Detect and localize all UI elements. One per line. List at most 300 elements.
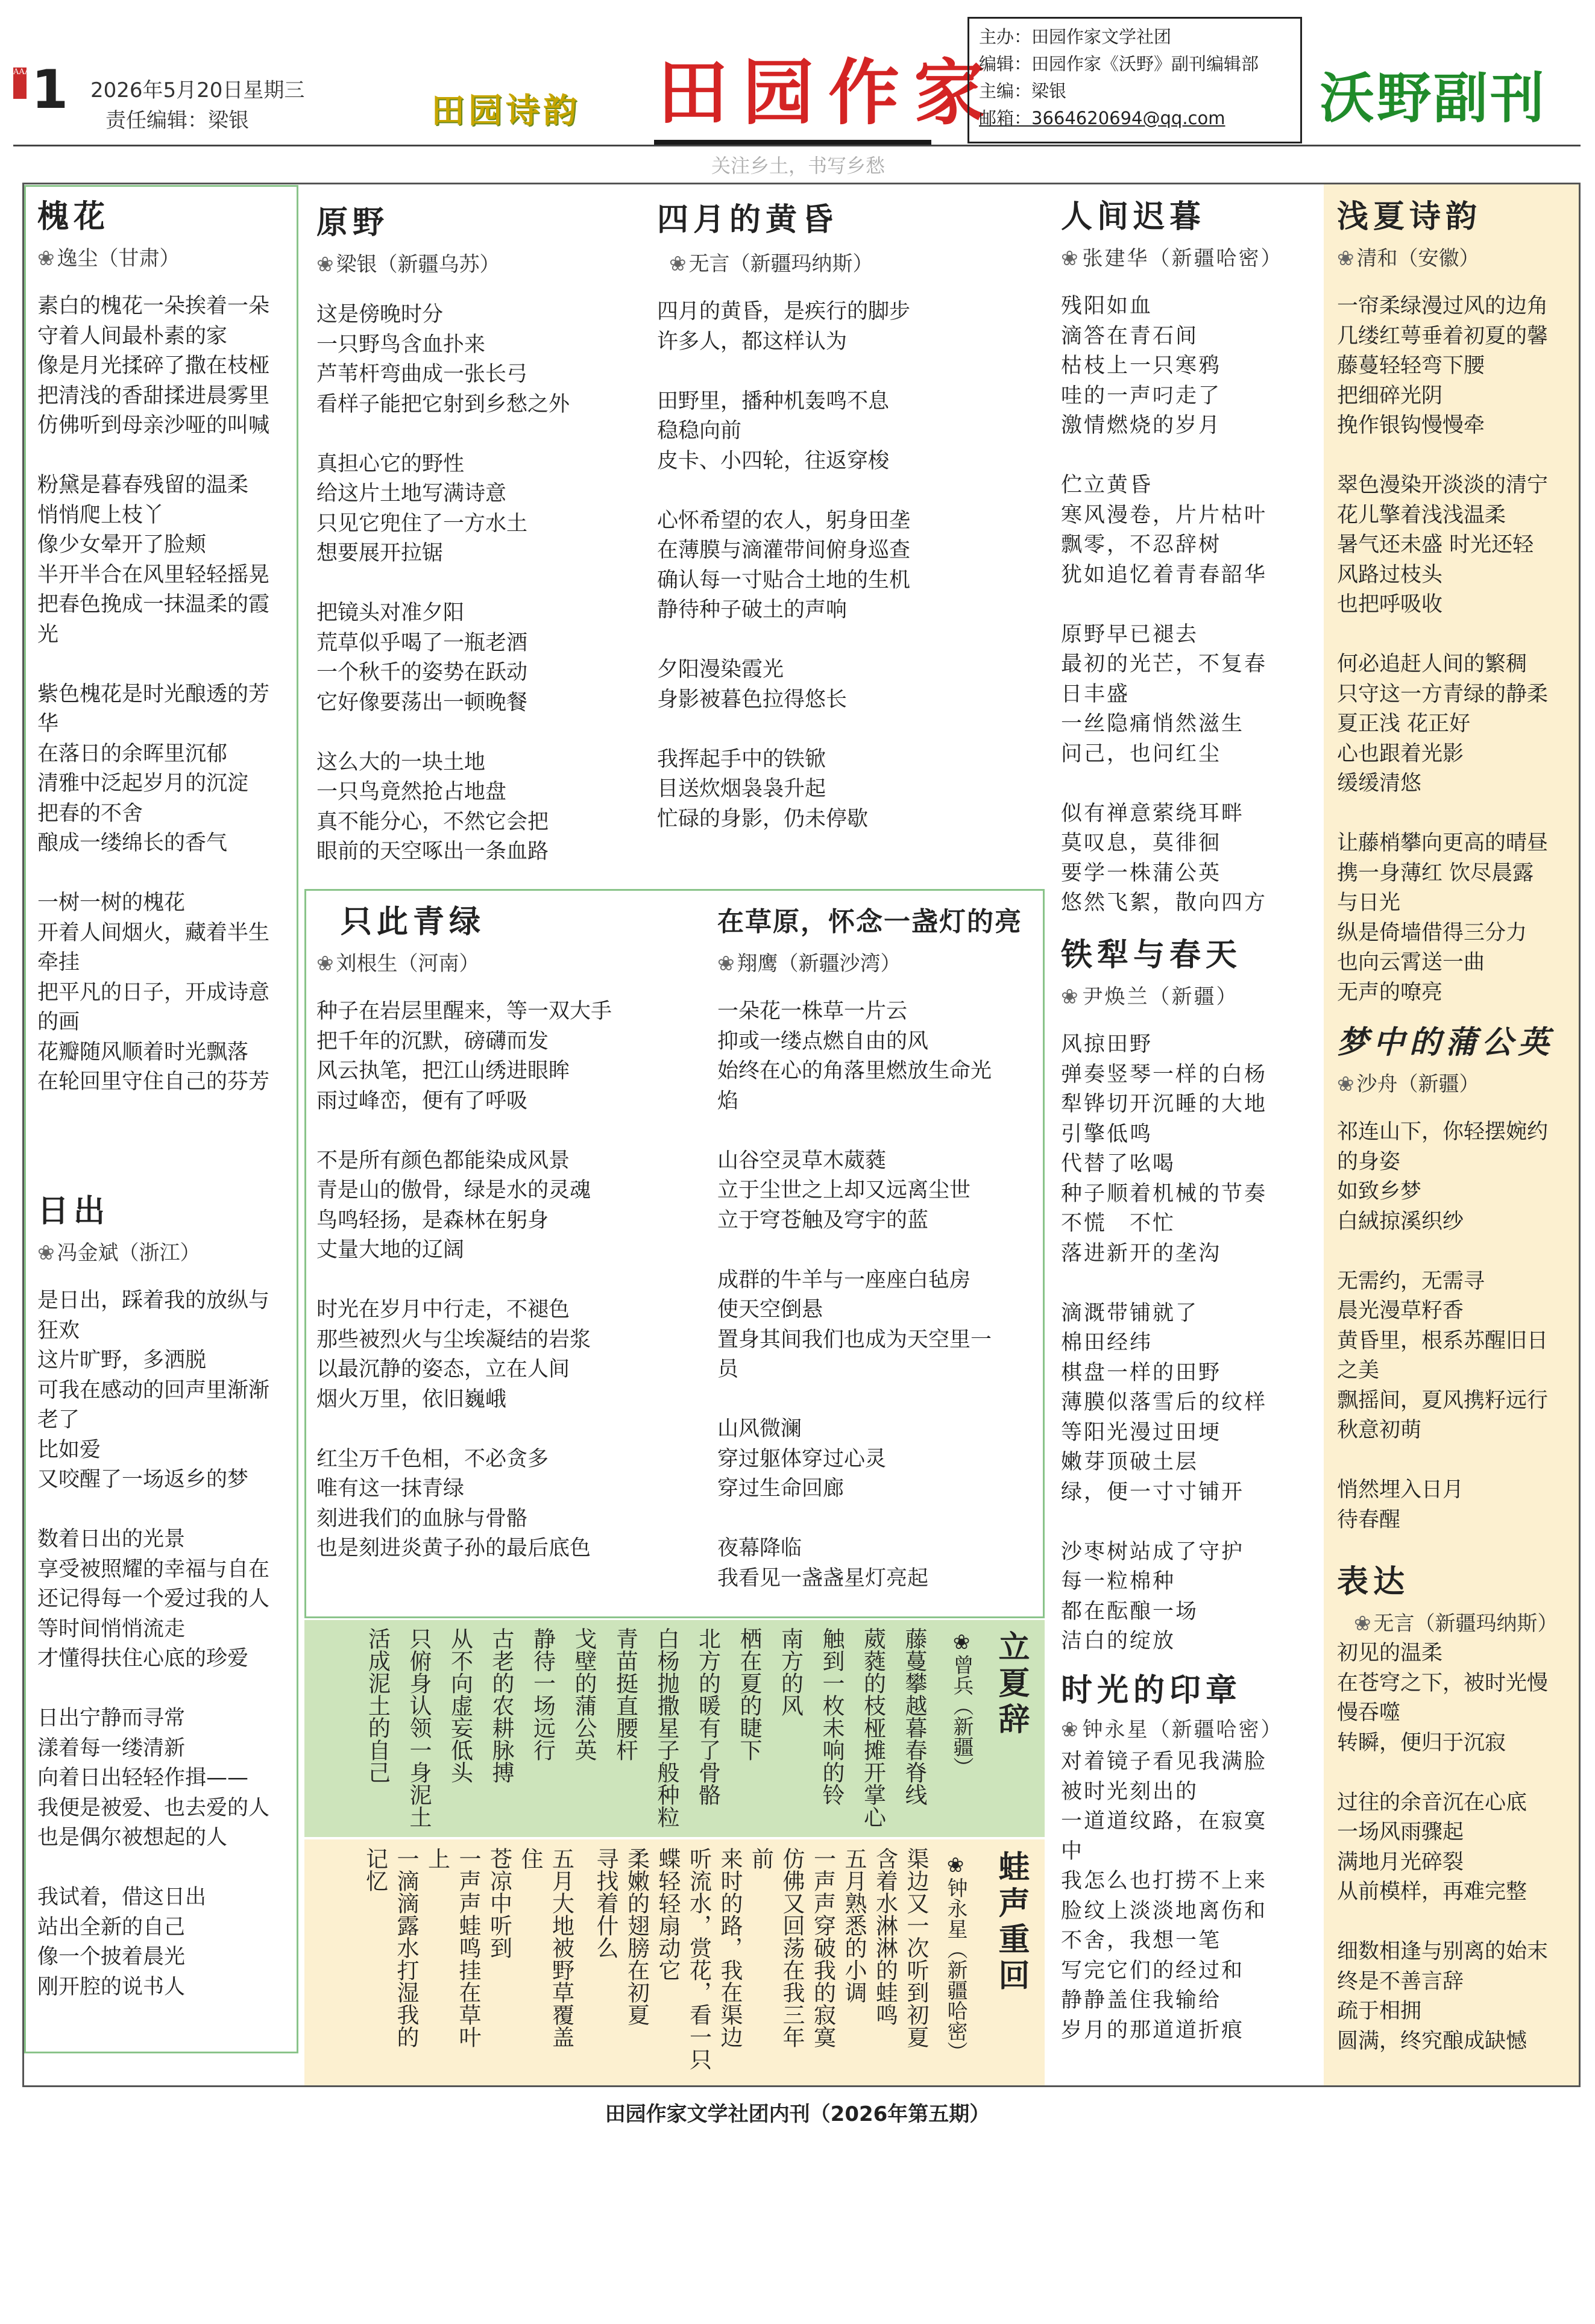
poem-line: 才懂得扶住心底的珍爱 [37,1647,249,1671]
poem-line: 一声声穿破我的寂寞 [810,1847,836,2048]
poem-line: 都在酝酿一场 [1061,1599,1199,1624]
poem-body [1061,1030,1320,1657]
poem-line: 满地月光碎裂 [1337,1850,1464,1874]
poem-line: 薄膜似落雪后的纹样 [1061,1390,1268,1415]
poem-line [316,1116,690,1146]
poem-body [657,297,1055,834]
poem-line: 开着人间烟火，藏着半生 [37,920,270,945]
poem-yuanye [316,205,630,867]
poem-line: 落进新开的垄沟 [1061,1241,1222,1266]
poem-line: 悠然飞絮，散向四方 [1061,891,1268,915]
flower-icon: ❀ [943,1853,967,1877]
poem-line: 风掠田野 [1061,1032,1153,1057]
poem-author: ❀ 冯金斌（浙江） [37,1241,201,1265]
poem-line: 红尘万千色相，不必贪多 [316,1446,549,1471]
poem-line: 静静盖住我输给 [1061,1988,1222,2012]
poem-line: 种子在岩层里醒来，等一双大手 [316,999,612,1023]
poem-line: 犹如追忆着青春韶华 [1061,562,1268,587]
poem-line: 弹奏竖琴一样的白杨 [1061,1062,1268,1087]
poem-line: 一树一树的槐花 [37,891,186,915]
flower-icon: ❀ [1354,1612,1371,1636]
poem-line [1061,1507,1320,1537]
poem-renjian [1061,199,1320,919]
poem-line: 只见它兜住了一方水土 [316,511,528,536]
poem-line: 仿佛又回荡在我三年 [779,1847,805,2048]
poem-line: 转瞬，便归于沉寂 [1337,1730,1506,1755]
flower-icon: ❀ [1061,985,1080,1009]
poem-line: 与日光 [1337,891,1401,915]
poem-line [657,476,1055,506]
issue-date: 2026年5月20日星期三 [90,78,305,102]
poem-biaoda [1337,1564,1578,2056]
poem-line: 在薄膜与滴灌带间俯身巡查 [657,538,911,562]
poem-line [37,650,297,680]
poem-line: 穿过躯体穿过心灵 [717,1446,887,1471]
poem-line: 我怎么也打捞不上来 [1061,1869,1268,1893]
poem-line: 花儿擎着浅浅温柔 [1337,503,1506,527]
poem-line: 把春的不舍 [37,801,143,826]
poem-line: 稳稳向前 [657,419,742,443]
flower-icon: ❀ [949,1630,974,1654]
poem-line [1061,590,1320,620]
poem-line: 滴溉带铺就了 [1061,1301,1199,1325]
poem-line: 触到一枚未响的铃 [819,1627,845,1806]
poem-title: 铁犁与春天 [1061,937,1242,973]
poem-line: 雨过峰峦，便有了呼吸 [316,1088,528,1113]
poem-line: 鸟鸣轻扬，是森林在躬身 [316,1208,549,1233]
footer-text: 田园作家文学社团内刊（2026年第五期） [605,2102,990,2126]
poem-line: 过往的余音沉在心底 [1337,1790,1527,1815]
poem-line: 日出宁静而寻常 [37,1706,186,1730]
poem-line: 等阳光漫过田埂 [1061,1420,1222,1445]
info-sponsor: 主办：田园作家文学社团 [979,27,1172,47]
section-title-right: 沃野副刊 [1320,66,1547,130]
poem-line: 成群的牛羊与一座座白毡房 [717,1267,971,1292]
poem-line [37,441,297,471]
header-rule [13,145,1581,146]
poem-line: 夏正浅 花正好 [1337,712,1471,736]
poem-line: 活成泥土的自己 [364,1627,391,1783]
poem-line: 使天空倒悬 [717,1298,823,1322]
poem-line: 数着日出的光景 [37,1527,186,1551]
poem-line: 一只鸟竟然抢占地盘 [316,780,507,804]
poem-title: 四月的黄昏 [657,201,838,238]
poem-line: 被时光刻出的 [1061,1779,1199,1804]
poem-line: 焰 [717,1088,739,1113]
poem-line: 如致乡梦 [1337,1179,1422,1204]
poem-line [657,715,1055,745]
poem-line: 在轮回里守住自己的芬芳 [37,1070,270,1094]
poem-line [1337,799,1578,829]
poem-line: 栖在夏的睫下 [736,1627,762,1761]
poem-line: 记忆 [362,1847,388,1892]
poem-line: 风云执笔，把江山绣进眼眸 [316,1059,570,1083]
poem-line: 无声的嘹亮 [1337,980,1443,1005]
poem-line: 洁白的绽放 [1061,1629,1176,1653]
poem-title: 立夏辞 [993,1630,1030,1739]
poem-line: 享受被照耀的幸福与自在 [37,1557,270,1581]
poem-body [37,292,297,1098]
poem-author: ❀ 逸尘（甘肃） [37,247,180,271]
poem-line: 前 [747,1847,774,1870]
poem-author: ❀ 沙舟（新疆） [1337,1072,1480,1096]
poem-title: 人间迟暮 [1061,198,1206,235]
poem-line: 我便是被爱、也去爱的人 [37,1795,270,1820]
flower-icon: ❀ [316,952,334,976]
poem-richu [37,1193,297,2002]
poem-line: 把清浅的香甜揉进晨雾里 [37,383,270,408]
poem-line [1061,441,1320,471]
poem-line: 光 [37,622,59,647]
poem-line: 像是月光揉碎了撒在枝桠 [37,354,270,378]
poem-line: 慢吞噬 [1337,1701,1401,1725]
poem-body [1337,292,1578,1008]
poem-line [717,1504,1043,1534]
poem-line: 南方的风 [777,1627,804,1716]
poem-author: ❀ 无言（新疆玛纳斯） [669,252,873,276]
poem-title: 只此青绿 [341,903,486,940]
poem-line: 这么大的一块土地 [316,750,486,774]
poem-line: 不舍，我想一笔 [1061,1929,1222,1953]
poem-author: ❀曾兵（新疆） [949,1630,974,1777]
poem-line: 员 [717,1357,739,1381]
poem-line: 日丰盛 [1061,682,1130,706]
poem-line: 立于穹苍触及穹宇的蓝 [717,1208,929,1233]
poem-line: 听流水，赏花，看一只 [685,1847,712,2070]
poem-line: 莫叹息，莫徘徊 [1061,831,1222,855]
poem-line: 藤蔓攀越暮春脊线 [901,1627,927,1806]
poem-title: 在草原，怀念一盏灯的亮 [717,906,1022,937]
poem-line: 静待一场远行 [529,1627,556,1761]
poem-line [577,1847,590,2082]
poem-line: 葳蕤的枝桠摊开掌心 [860,1627,886,1828]
poem-line: 那些被烈火与尘埃凝结的岩浆 [316,1327,591,1352]
poem-line: 纵是倚墙借得三分力 [1337,920,1527,945]
poem-line: 把镜头对准夕阳 [316,601,465,625]
poem-line: 寻找着什么 [593,1847,618,1959]
poem-line: 夕阳漫染霞光 [657,658,784,682]
poem-line: 一朵花一株草一片云 [717,999,908,1023]
poem-line: 把千年的沉默，磅礴而发 [316,1029,549,1054]
poem-line: 牵挂 [37,950,80,975]
poem-line: 伫立黄昏 [1061,473,1153,497]
poem-title: 梦中的蒲公英 [1337,1024,1555,1061]
flower-icon: ❀ [1337,247,1354,271]
poem-line: 挽作银钩慢慢牵 [1337,413,1485,438]
poem-line: 似有禅意萦绕耳畔 [1061,801,1245,826]
poem-line: 半开半合在风里轻轻摇晃 [37,562,270,587]
poem-line: 住 [517,1847,543,1870]
poem-line [1337,1237,1578,1267]
poem-line: 只俯身认领一身泥土 [406,1627,432,1828]
poem-line: 嫩芽顶破土层 [1061,1450,1199,1474]
poem-line: 五月熟悉的小调 [841,1847,867,2003]
poem-line: 对着镜子看见我满脸 [1061,1750,1268,1774]
info-chief-editor: 主编：梁银 [979,81,1067,101]
poem-title: 时光的印章 [1061,1672,1242,1709]
poem-line [316,419,630,450]
flower-icon: ❀ [717,952,735,976]
poem-line: 粉黛是暮春残留的温柔 [37,473,249,497]
poem-line: 柔嫩的翅膀在初夏 [623,1847,650,2026]
poem-line: 引擎低鸣 [1061,1122,1153,1146]
poem-line: 暑气还未盛 时光还轻 [1337,533,1534,557]
poem-author: ❀ 钟永星（新疆哈密） [1061,1718,1283,1742]
section-title-left: 田园诗韵 [431,91,580,131]
poem-line: 沙枣树站成了守护 [1061,1539,1245,1564]
poem-line: 一声声蛙鸣挂在草叶 [455,1847,481,2048]
footer-rule [22,2085,1581,2087]
poem-author: ❀钟永星（新疆哈密） [943,1853,967,2062]
poem-line: 最初的光芒，不复春 [1061,652,1268,676]
poem-line: 把细碎光阴 [1337,383,1443,408]
poem-line: 也把呼吸收 [1337,592,1443,617]
poem-line: 置身其间我们也成为天空里一 [717,1327,992,1352]
poem-line: 山风微澜 [717,1417,802,1441]
poem-mengzhong [1337,1025,1578,1535]
poem-author: ❀ 张建华（新疆哈密） [1061,247,1283,271]
info-email[interactable]: 邮箱：3664620694@qq.com [979,108,1225,128]
poem-body [1337,1639,1578,2056]
poem-line: 藤蔓轻轻弯下腰 [1337,354,1485,378]
poem-line: 问己，也问红尘 [1061,741,1222,766]
poem-line: 芦苇杆弯曲成一张长弓 [316,362,528,386]
flower-icon: ❀ [1061,1718,1080,1742]
poem-line: 原野早已褪去 [1061,622,1199,647]
poem-line: 写完它们的经过和 [1061,1958,1245,1983]
poem-line: 立于尘世之上却又远离尘世 [717,1178,971,1202]
poem-body [316,997,690,1564]
poem-title: 表达 [1337,1563,1410,1600]
poem-line: 穿过生命回廊 [717,1477,845,1501]
poem-line: 漾着每一缕清新 [37,1736,186,1760]
poem-line: 蝶轻轻扇动它 [655,1847,681,1981]
poem-line: 仿佛听到母亲沙哑的叫喊 [37,413,270,438]
poem-zhici [316,904,690,1564]
poem-line [717,1116,1043,1146]
poem-line: 风路过枝头 [1337,562,1443,587]
slogan: 关注乡土，书写乡愁 [711,154,886,177]
poem-body [1337,1117,1578,1535]
poem-line: 一滴滴露水打湿我的 [393,1847,419,2048]
poem-line: 这片旷野，多洒脱 [37,1348,207,1372]
poem-line: 的身姿 [1337,1149,1401,1174]
poem-line: 一场风雨骤起 [1337,1820,1464,1844]
poem-line: 在苍穹之下，被时光慢 [1337,1671,1549,1695]
poem-line: 一道道纹路，在寂寞 [1061,1809,1268,1833]
poem-line: 古老的农耕脉搏 [488,1627,514,1783]
poem-line: 给这片土地写满诗意 [316,482,507,506]
poem-line: 悄然埋入日月 [1337,1478,1464,1502]
poem-line [1337,1758,1578,1788]
poem-line [657,626,1055,656]
poem-line: 像少女晕开了脸颊 [37,533,207,557]
poem-line: 确认每一寸贴合土地的生机 [657,568,911,592]
poem-title: 槐花 [37,198,110,235]
poem-line [1061,1269,1320,1299]
poem-line: 祁连山下，你轻摆婉约 [1337,1120,1549,1144]
poem-line: 从前模样，再难完整 [1337,1880,1527,1904]
poem-line: 刚开腔的说书人 [37,1974,186,1999]
poem-line: 紫色槐花是时光酿透的芳 [37,682,270,706]
poem-line [316,569,630,599]
flower-icon: ❀ [1061,247,1080,271]
poem-line: 是日出，踩着我的放纵与 [37,1289,270,1313]
poem-title: 原野 [316,204,389,241]
poem-line: 让藤梢攀向更高的晴昼 [1337,831,1549,855]
poem-line [316,1266,690,1296]
poem-line: 的画 [37,1010,80,1034]
poem-body [1061,292,1320,919]
poem-line: 也向云霄送一曲 [1337,950,1485,975]
poem-line: 想要展开拉锯 [316,541,444,565]
poem-line: 向着日出轻轻作揖—— [37,1766,249,1790]
poem-line: 棉田经纬 [1061,1331,1153,1355]
poem-tieli [1061,937,1320,1657]
poem-line [1337,1908,1578,1938]
poem-line: 抑或一缕点燃自由的风 [717,1029,929,1054]
poem-author: ❀ 清和（安徽） [1337,247,1480,271]
poem-line: 从不向虚妄低头 [447,1627,473,1783]
poem-line: 我看见一盏盏星灯亮起 [717,1566,929,1591]
poem-line: 荒草似乎喝了一瓶老酒 [316,630,528,655]
poem-line: 酿成一缕绵长的香气 [37,831,228,855]
poem-line: 飘零，不忍辞树 [1061,533,1222,557]
poem-line: 素白的槐花一朵挨着一朵 [37,294,270,318]
poem-line [1061,769,1320,799]
page-number: 1 [31,58,69,121]
poem-line: 田野里，播种机轰鸣不息 [657,389,890,413]
poem-line: 疏于相拥 [1337,1999,1422,2023]
poem-line: 待春醒 [1337,1507,1401,1532]
poem-line: 以最沉静的姿态，立在人间 [316,1357,570,1381]
poem-line: 脸纹上淡淡地离伤和 [1061,1898,1268,1923]
poem-line: 许多人，都这样认为 [657,329,848,354]
info-box [967,17,1302,143]
poem-line [1337,1446,1578,1476]
poem-line: 戈壁的蒲公英 [571,1627,597,1761]
poem-line: 飘摇间，夏风携籽远行 [1337,1388,1549,1413]
poem-line: 我挥起手中的铁锨 [657,747,826,771]
poem-line: 真担心它的野性 [316,451,465,476]
poem-line: 晨光漫草籽香 [1337,1299,1464,1323]
poem-line: 一个秋千的姿势在跃动 [316,661,528,685]
poem-line: 白絨掠溪织纱 [1337,1209,1464,1234]
poem-line: 真不能分心，不然它会把 [316,809,549,834]
poem-body [1061,1747,1320,2046]
poem-title: 浅夏诗韵 [1337,198,1482,235]
poem-line: 渠边又一次听到初夏 [903,1847,929,2048]
poem-line: 刻进我们的血脉与骨骼 [316,1506,528,1531]
poem-line: 残阳如血 [1061,294,1153,318]
poem-line: 时光在岁月中行走，不褪色 [316,1298,570,1322]
poem-line: 不是所有颜色都能染成风景 [316,1148,570,1173]
flower-icon: ❀ [37,247,55,271]
poem-line: 也是刻进炎黄子孙的最后底色 [316,1536,591,1560]
poem-body-washeng [329,1847,931,2082]
poem-line: 哇的一声叼走了 [1061,383,1222,408]
poem-line: 可我在感动的回声里渐渐 [37,1378,270,1402]
poem-body [717,997,1043,1594]
poem-qianxia [1337,199,1578,1008]
poem-title: 蛙声重回 [993,1850,1030,1995]
poem-siyue [657,202,1055,834]
poem-line [717,1385,1043,1415]
poem-line: 来时的路，我在渠边 [717,1847,743,2048]
poem-line [37,859,297,889]
poem-line: 一只野鸟含血扑来 [316,332,486,357]
poem-line: 心怀希望的农人，躬身田垄 [657,508,911,533]
poem-line: 守着人间最朴素的家 [37,324,228,348]
poem-line: 一丝隐痛悄然滋生 [1061,712,1245,736]
flower-icon: ❀ [1337,1072,1354,1096]
poem-line: 代替了吆喝 [1061,1152,1176,1176]
poem-line: 秋意初萌 [1337,1418,1422,1442]
poem-line: 眼前的天空啄出一条血路 [316,840,549,864]
poem-line: 清雅中泛起岁月的沉淀 [37,771,249,796]
poem-line: 枯枝上一只寒鸦 [1061,354,1222,378]
poem-line: 每一粒棉种 [1061,1569,1176,1594]
poem-author: ❀ 无言（新疆玛纳斯） [1354,1612,1558,1636]
poem-line: 何必追赶人间的繁稠 [1337,652,1527,676]
poem-line: 比如爱 [37,1437,101,1462]
poem-line: 无需约，无需寻 [1337,1269,1485,1293]
poem-line: 又咬醒了一场返乡的梦 [37,1468,249,1492]
poem-line: 把平凡的日子，开成诗意 [37,980,270,1005]
poem-line [37,1853,297,1883]
poem-line: 忙碌的身影，仍未停歇 [657,806,869,831]
poem-line: 翠色漫染开淡淡的清宁 [1337,473,1549,497]
flower-icon: ❀ [37,1241,55,1265]
poem-author: ❀ 梁银（新疆乌苏） [316,253,500,277]
poem-line: 种子顺着机械的节奏 [1061,1181,1268,1206]
poem-line: 激情燃烧的岁月 [1061,413,1222,438]
poem-author: ❀ 刘根生（河南） [316,952,480,976]
page-tag: AAA [13,68,27,99]
poem-line: 五月大地被野草覆盖 [548,1847,574,2048]
poem-line [1337,441,1578,471]
poem-line: 滴答在青石间 [1061,324,1199,348]
poem-line: 缓缓清悠 [1337,771,1422,796]
responsible-editor: 责任编辑：梁银 [105,108,249,133]
poem-line [717,1236,1043,1266]
poem-line: 我试着，借这日出 [37,1885,207,1909]
poem-line: 青是山的傲骨，绿是水的灵魂 [316,1178,591,1202]
poem-line: 上 [424,1847,450,1870]
poem-body-lixia [362,1627,934,1832]
poem-line: 夜幕降临 [717,1536,802,1560]
poem-line: 山谷空灵草木葳蕤 [717,1148,887,1173]
poem-body [37,1286,297,2002]
masthead: 田园作家 [657,51,1000,134]
poem-author: ❀ 尹焕兰（新疆） [1061,985,1239,1009]
poem-line: 站出全新的自己 [37,1915,186,1939]
poem-line: 也是偶尔被想起的人 [37,1826,228,1850]
poem-line: 岁月的那道道折痕 [1061,2018,1245,2043]
poem-title: 日出 [37,1193,110,1230]
poem-line: 悄悄爬上枝丫 [37,503,165,527]
poem-line: 几缕红萼垂着初夏的馨 [1337,324,1549,348]
poem-line: 丈量大地的辽阔 [316,1238,465,1262]
poem-line: 静待种子破土的声响 [657,598,848,622]
poem-line: 绿，便一寸寸铺开 [1061,1480,1245,1504]
poem-line: 圆满，终究酿成缺憾 [1337,2029,1527,2053]
poem-body [316,300,630,867]
flower-icon: ❀ [669,252,687,276]
poem-line: 皮卡、小四轮，往返穿梭 [657,448,890,473]
poem-line: 北方的暖有了骨骼 [694,1627,721,1806]
poem-line: 之美 [1337,1358,1380,1383]
